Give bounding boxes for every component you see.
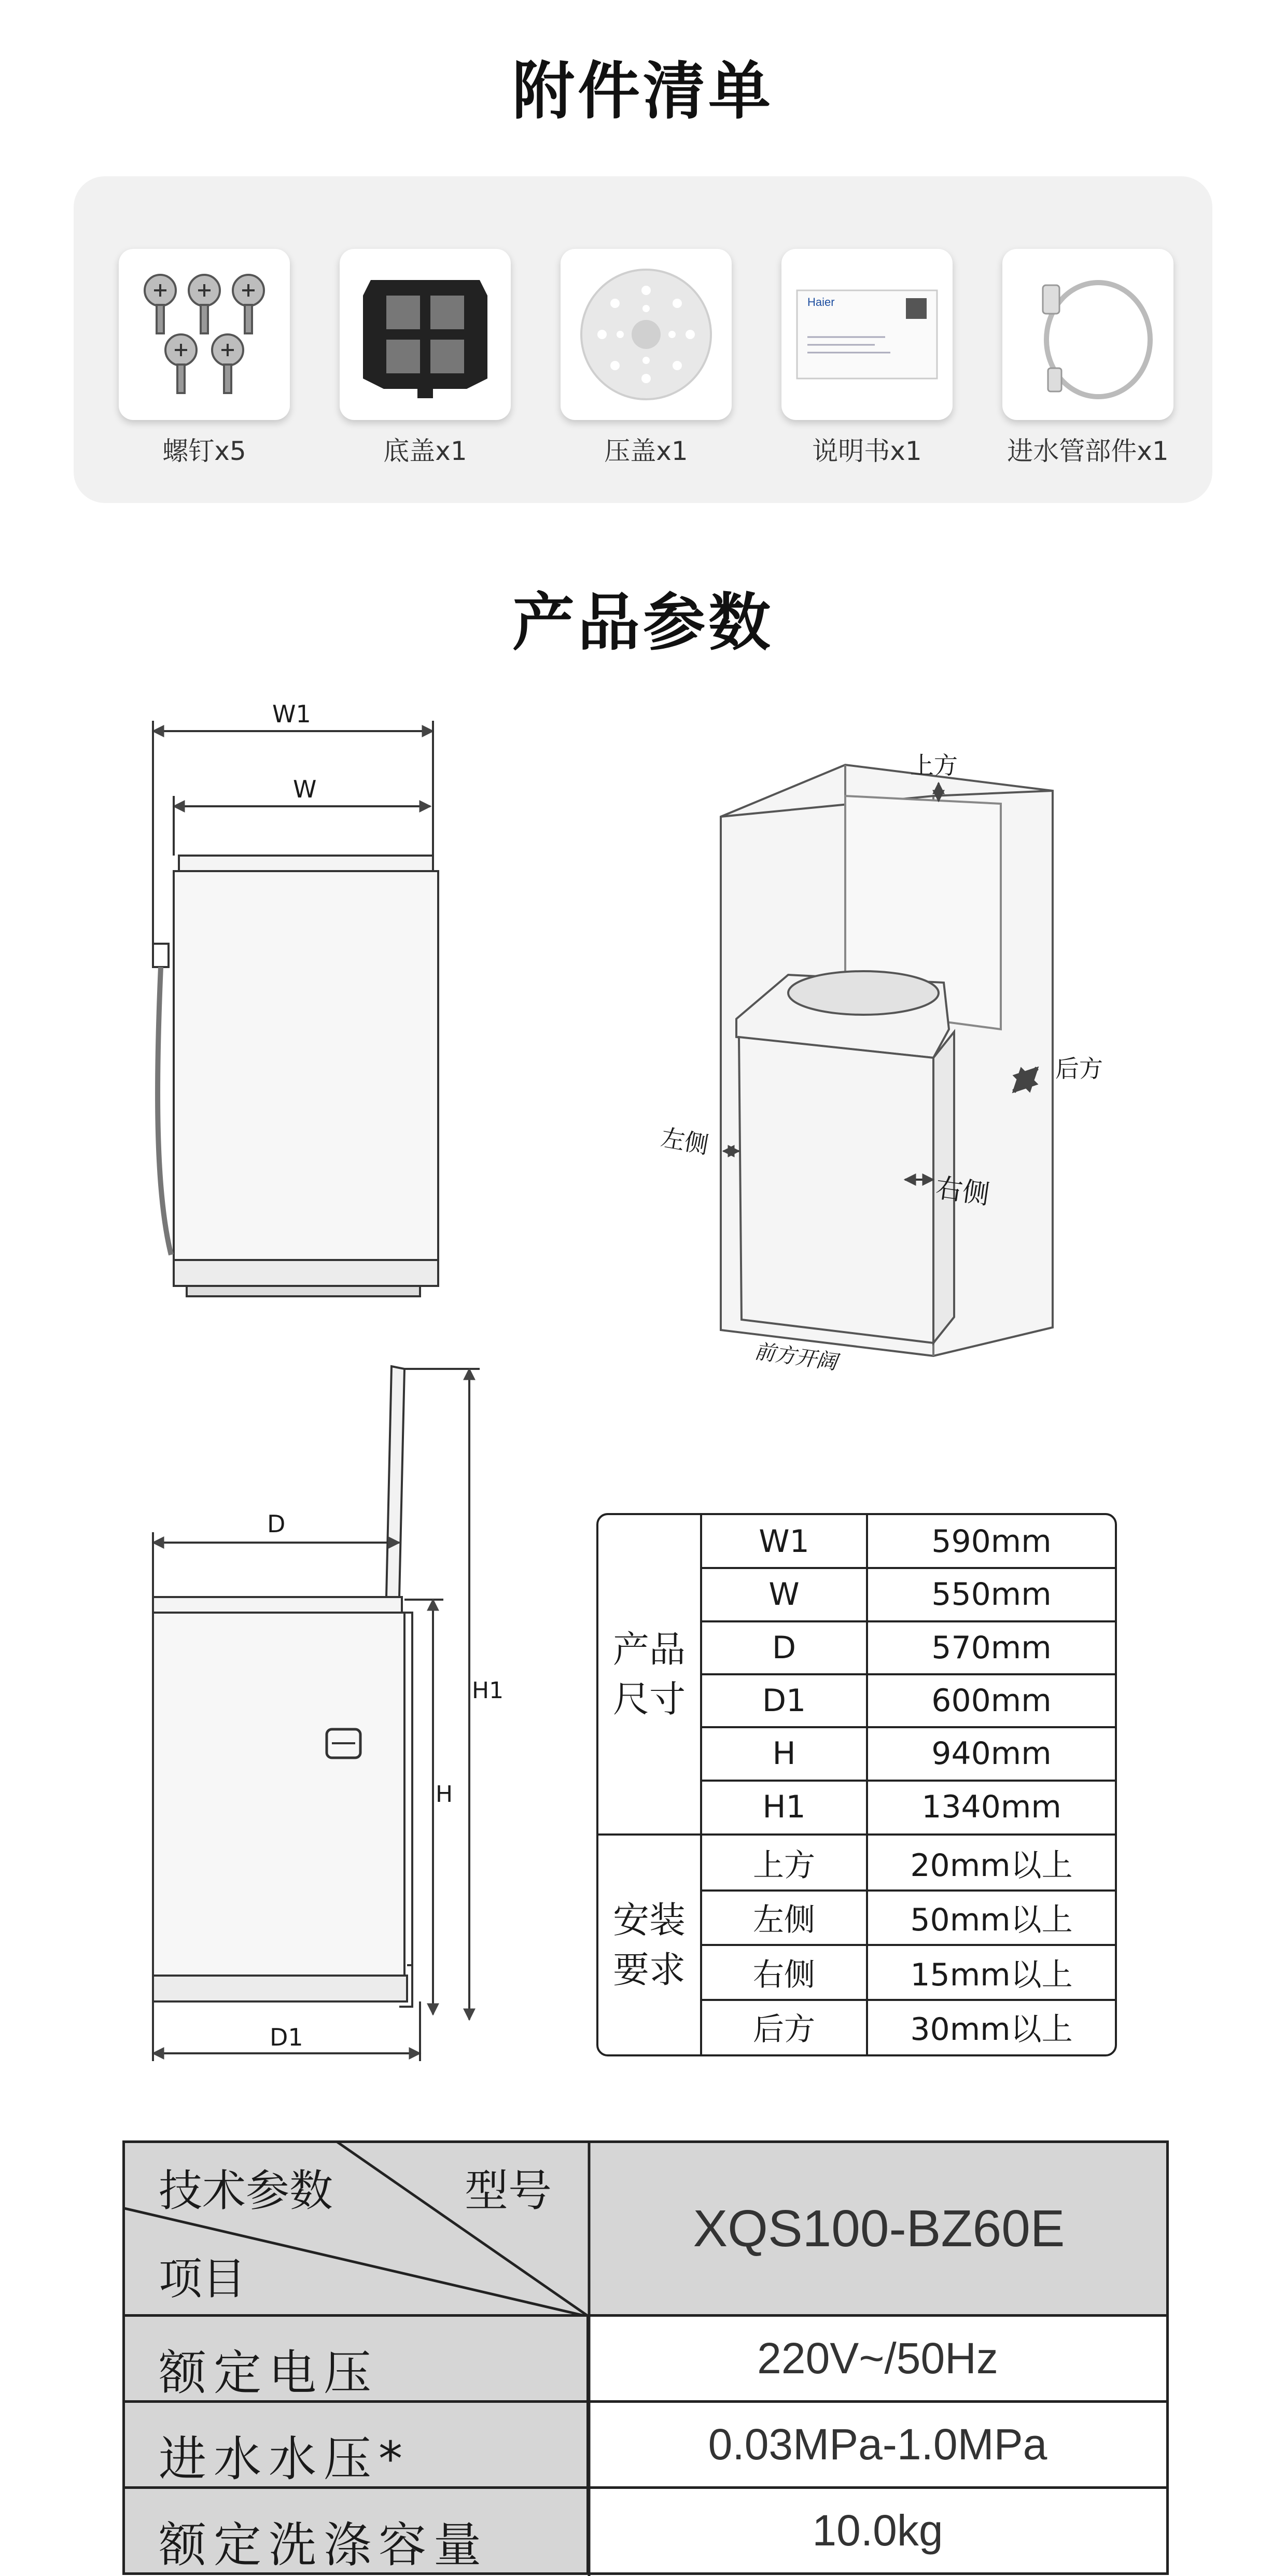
label-left: 左侧 <box>659 1123 711 1159</box>
dim-value: 50mm以上 <box>910 1902 1073 1939</box>
dim-key: D1 <box>762 1683 806 1719</box>
dim-key: 上方 <box>753 1847 815 1884</box>
dim-value: 15mm以上 <box>910 1956 1073 1993</box>
params-title: 产品参数 <box>512 587 774 659</box>
front-view-diagram <box>153 721 438 1296</box>
tech-row-label: 额定电压 <box>159 2345 379 2401</box>
dim-key: 后方 <box>753 2011 815 2048</box>
label-d1: D1 <box>270 2023 303 2051</box>
group-size-label: 产品 尺寸 <box>613 1628 686 1720</box>
dim-value: 940mm <box>931 1735 1052 1772</box>
accessories-title: 附件清单 <box>512 55 774 128</box>
dim-key: W1 <box>759 1523 809 1560</box>
label-back: 后方 <box>1055 1055 1103 1083</box>
installation-clearance-diagram <box>721 765 1053 1356</box>
header-model: 型号 <box>465 2165 552 2216</box>
label-h: H <box>436 1781 453 1808</box>
header-param: 技术参数 <box>159 2165 333 2216</box>
tech-row-value: 0.03MPa-1.0MPa <box>589 2403 1169 2489</box>
accessory-label: 底盖x1 <box>383 436 467 466</box>
accessory-label: 压盖x1 <box>604 436 688 466</box>
dim-key: W <box>768 1576 800 1613</box>
label-w1: W1 <box>272 700 311 728</box>
label-top: 上方 <box>910 751 958 779</box>
tech-row-value: 10.0kg <box>589 2489 1169 2575</box>
manual-brand: Haier <box>807 296 835 309</box>
dim-key: 左侧 <box>753 1902 815 1939</box>
dim-value: 20mm以上 <box>910 1847 1073 1884</box>
label-right: 右侧 <box>933 1172 991 1211</box>
model-value: XQS100-BZ60E <box>693 2199 1065 2258</box>
dimension-table <box>596 1513 1117 2056</box>
tech-row-value: 220V~/50Hz <box>589 2317 1169 2403</box>
dim-key: D <box>772 1629 796 1666</box>
dim-value: 600mm <box>931 1683 1052 1719</box>
tech-row-label: 额定洗涤容量 <box>159 2517 489 2573</box>
header-item: 项目 <box>159 2253 246 2304</box>
label-h1: H1 <box>472 1677 504 1704</box>
dim-value: 1340mm <box>921 1788 1061 1825</box>
accessory-label: 螺钉x5 <box>162 436 246 466</box>
dim-value: 570mm <box>931 1629 1052 1666</box>
label-d: D <box>267 1510 286 1538</box>
dim-value: 30mm以上 <box>910 2011 1073 2048</box>
accessory-label: 说明书x1 <box>812 436 922 466</box>
dim-key: H <box>772 1735 796 1772</box>
group-install-label: 安装 要求 <box>613 1899 686 1991</box>
dim-key: H1 <box>762 1788 806 1825</box>
dim-key: 右侧 <box>753 1956 815 1993</box>
label-front-open: 前方开阔 <box>753 1339 838 1375</box>
side-view-diagram <box>153 1366 480 2061</box>
dim-value: 590mm <box>931 1523 1052 1560</box>
dim-value: 550mm <box>931 1576 1052 1613</box>
accessory-label: 进水管部件x1 <box>1007 436 1169 466</box>
tech-spec-table <box>122 2140 1169 2576</box>
label-w: W <box>293 775 317 803</box>
tech-row-label: 进水水压* <box>159 2431 410 2487</box>
